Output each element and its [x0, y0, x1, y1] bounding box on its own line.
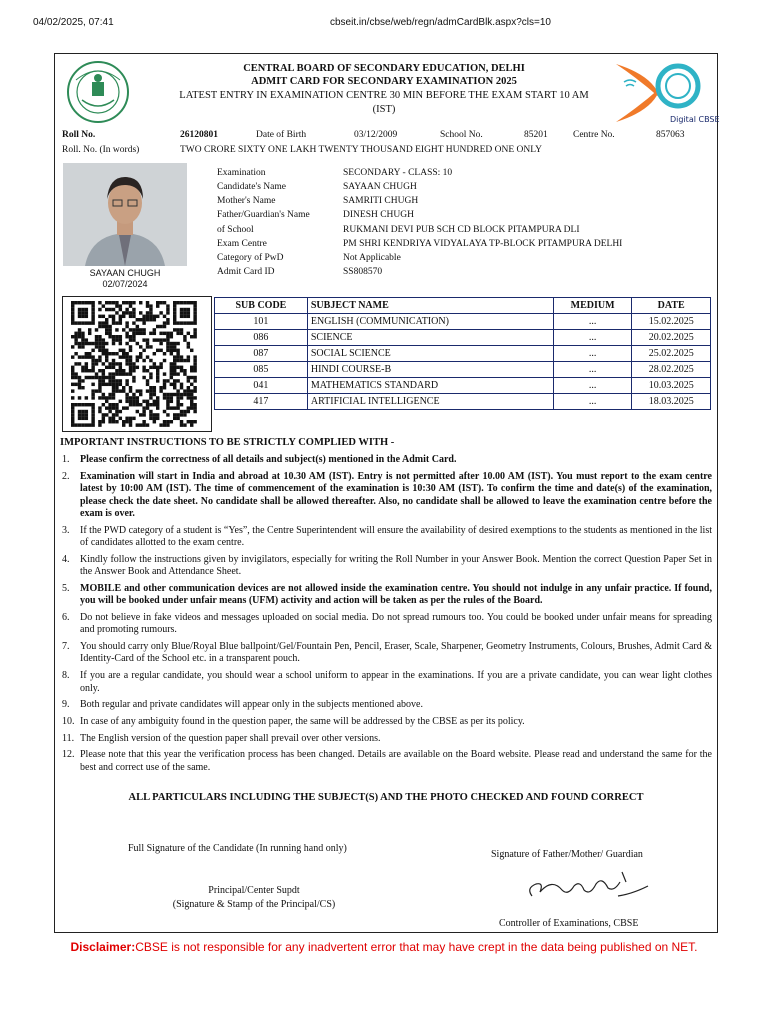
info-label: Father/Guardian's Name: [217, 210, 310, 220]
instruction-text: Both regular and private candidates will appear only in the subjects mentioned above.: [80, 699, 423, 711]
roll-words-label: Roll. No. (In words): [62, 145, 140, 155]
table-row: [215, 362, 711, 378]
sub-code: 041: [215, 378, 308, 394]
board-name: CENTRAL BOARD OF SECONDARY EDUCATION, DELHI: [243, 63, 525, 74]
sub-code: 086: [215, 330, 308, 346]
sub-date: 15.02.2025: [632, 314, 711, 330]
instruction-item: [60, 699, 712, 711]
sub-medium: ...: [553, 362, 632, 378]
instruction-item: [60, 583, 712, 608]
instruction-number: 9.: [62, 699, 70, 711]
table-row: [215, 378, 711, 394]
instruction-number: 11.: [62, 732, 75, 744]
sub-date: 18.03.2025: [632, 394, 711, 410]
col-header: SUBJECT NAME: [307, 298, 553, 314]
school-no-value: 85201: [524, 130, 548, 140]
sub-name: ENGLISH (COMMUNICATION): [307, 314, 553, 330]
instruction-text: Please confirm the correctness of all details and subject(s) mentioned in the Admit Card.: [80, 454, 457, 465]
instruction-text: Do not believe in fake videos and messages uploaded on social media. Do not spread rumours too. You could be booked under unfair means for spreading and promoting rumours.: [80, 611, 712, 636]
instruction-item: [60, 716, 712, 728]
instruction-item: [60, 612, 712, 637]
qr-code: [62, 296, 212, 432]
roll-no-value: 26120801: [180, 130, 218, 140]
instructions-list: [60, 454, 712, 779]
info-value: PM SHRI KENDRIYA VIDYALAYA TP-BLOCK PITAMPURA DELHI: [343, 239, 623, 249]
disclaimer-label: Disclaimer:: [70, 940, 136, 954]
col-header: MEDIUM: [553, 298, 632, 314]
instruction-text: The English version of the question paper shall prevail over other versions.: [80, 732, 381, 744]
info-label: Exam Centre: [217, 239, 267, 249]
sub-name: ARTIFICIAL INTELLIGENCE: [307, 394, 553, 410]
centre-no-value: 857063: [656, 130, 685, 140]
sub-name: SCIENCE: [307, 330, 553, 346]
col-header: DATE: [632, 298, 711, 314]
sub-code: 087: [215, 346, 308, 362]
info-value: SECONDARY - CLASS: 10: [343, 168, 453, 178]
entry-note-line1: LATEST ENTRY IN EXAMINATION CENTRE 30 MIN BEFORE THE EXAM START 10 AM: [179, 90, 589, 101]
info-value: SAYAAN CHUGH: [343, 182, 417, 192]
instruction-item: [60, 454, 712, 466]
sub-date: 10.03.2025: [632, 378, 711, 394]
sub-date: 25.02.2025: [632, 346, 711, 362]
sub-medium: ...: [553, 378, 632, 394]
instruction-item: [60, 749, 712, 774]
roll-no-label: Roll No.: [62, 130, 96, 140]
guardian-signature-label: Signature of Father/Mother/ Guardian: [491, 849, 643, 860]
instruction-number: 2.: [62, 470, 70, 482]
info-value: RUKMANI DEVI PUB SCH CD BLOCK PITAMPURA DLI: [343, 225, 580, 235]
sub-code: 417: [215, 394, 308, 410]
sub-date: 28.02.2025: [632, 362, 711, 378]
principal-signature-sublabel: (Signature & Stamp of the Principal/CS): [172, 899, 336, 910]
info-label: Examination: [217, 168, 266, 178]
info-label: Candidate's Name: [217, 182, 286, 192]
instruction-item: [60, 641, 712, 666]
sub-name: SOCIAL SCIENCE: [307, 346, 553, 362]
sub-name: HINDI COURSE-B: [307, 362, 553, 378]
instruction-number: 5.: [62, 582, 70, 594]
sub-medium: ...: [553, 346, 632, 362]
info-value: DINESH CHUGH: [343, 210, 414, 220]
photo-caption-date: 02/07/2024: [102, 279, 148, 289]
info-label: Mother's Name: [217, 196, 276, 206]
sub-code: 101: [215, 314, 308, 330]
instruction-number: 8.: [62, 670, 70, 682]
instruction-text: Examination will start in India and abroad at 10.30 AM (IST). Entry is not permitted after 10.00 AM (IST). You must report to the exam centre latest by 10:00 AM (IST). The time of commencement of the examination is 10:30 AM (IST). To confirm the time and date(s) of the examination, please check the date sheet. No candidate shall be allowed thereafter. Also, no candidate shall be allowed to leave the examination centre before the exam is over.: [80, 470, 712, 519]
instruction-text: Please note that this year the verification process has been changed. Details are available on the Board website. Please read and understand the same for the best and correct use of the same.: [80, 749, 712, 773]
info-label: of School: [217, 225, 254, 235]
disclaimer-text: CBSE is not responsible for any inadvertent error that may have crept in the data being published on NET.: [135, 940, 698, 954]
sub-medium: ...: [553, 330, 632, 346]
candidate-photo-image: [63, 163, 187, 266]
candidate-signature-label: Full Signature of the Candidate (In running hand only): [128, 843, 347, 854]
table-row: [215, 330, 711, 346]
instruction-item: [60, 733, 712, 745]
browser-datetime: 04/02/2025, 07:41: [33, 17, 114, 28]
sub-medium: ...: [553, 394, 632, 410]
photo-caption-name: SAYAAN CHUGH: [89, 268, 161, 278]
instruction-item: [60, 554, 712, 579]
dob-value: 03/12/2009: [354, 130, 398, 140]
instruction-number: 1.: [62, 454, 70, 465]
instruction-number: 6.: [62, 611, 70, 623]
qr-code-image: [63, 297, 211, 431]
instruction-text: MOBILE and other communication devices are not allowed inside the examination centre. You should not indulge in any unfair practice. If found, you will be booked under unfair means (UFM) activity and action will be taken as per the rules of the Board.: [80, 582, 712, 607]
info-label: Category of PwD: [217, 253, 284, 263]
browser-url[interactable]: cbseit.in/cbse/web/regn/admCardBlk.aspx?cls=10: [330, 17, 551, 28]
info-value: SS808570: [343, 267, 383, 277]
school-no-label: School No.: [440, 130, 483, 140]
info-label: Admit Card ID: [217, 267, 275, 277]
centre-no-label: Centre No.: [573, 130, 615, 140]
instruction-number: 10.: [62, 715, 75, 727]
principal-signature-label: Principal/Center Supdt: [208, 885, 300, 896]
instruction-item: [60, 670, 712, 695]
all-particulars-statement: ALL PARTICULARS INCLUDING THE SUBJECT(S) AND THE PHOTO CHECKED AND FOUND CORRECT: [128, 792, 644, 803]
sub-medium: ...: [553, 314, 632, 330]
controller-handwritten-signature: [522, 866, 652, 910]
table-row: [215, 346, 711, 362]
col-header: SUB CODE: [215, 298, 308, 314]
sub-date: 20.02.2025: [632, 330, 711, 346]
entry-note-line2: (IST): [372, 104, 396, 115]
instruction-text: You should carry only Blue/Royal Blue ballpoint/Gel/Fountain Pen, Pencil, Eraser, Scale, Sharpener, Geometry Instruments, Colours, Brushes, Admit Card & Identity-Card of the School etc. in a transparent pouch.: [80, 641, 712, 665]
sub-code: 085: [215, 362, 308, 378]
instruction-item: [60, 525, 712, 550]
instruction-number: 7.: [62, 641, 70, 653]
roll-words-value: TWO CRORE SIXTY ONE LAKH TWENTY THOUSAND EIGHT HUNDRED ONE ONLY: [180, 145, 542, 155]
instruction-text: In case of any ambiguity found in the question paper, the same will be addressed by the CBSE as per its policy.: [80, 715, 525, 727]
subjects-table: [214, 297, 711, 410]
table-header-row: [215, 298, 711, 314]
instruction-number: 4.: [62, 553, 70, 565]
table-row: [215, 314, 711, 330]
card-title: ADMIT CARD FOR SECONDARY EXAMINATION 2025: [251, 76, 517, 87]
controller-label: Controller of Examinations, CBSE: [499, 918, 639, 929]
dob-label: Date of Birth: [256, 130, 307, 140]
instruction-item: [60, 471, 712, 521]
candidate-photo: [63, 163, 187, 266]
info-value: Not Applicable: [343, 253, 401, 263]
table-row: [215, 394, 711, 410]
digital-cbse-text: Digital CBSE: [670, 115, 720, 124]
instruction-text: Kindly follow the instructions given by invigilators, especially for writing the Roll Number in your Answer Book. Mention the correct Question Paper Set in the Answer Book and Attendance Sheet.: [80, 553, 712, 578]
info-value: SAMRITI CHUGH: [343, 196, 419, 206]
disclaimer: [0, 940, 768, 954]
instruction-number: 12.: [62, 749, 75, 761]
instruction-text: If you are a regular candidate, you should wear a school uniform to appear in the examinations. If you are a private candidate, you can wear light clothes only.: [80, 670, 712, 694]
sub-name: MATHEMATICS STANDARD: [307, 378, 553, 394]
instruction-text: If the PWD category of a student is “Yes”, the Centre Superintendent will ensure the availability of desired exemptions to the students as mentioned in the list of candidates allotted to the exam centre.: [80, 524, 712, 549]
instructions-title: IMPORTANT INSTRUCTIONS TO BE STRICTLY COMPLIED WITH -: [60, 437, 395, 448]
instruction-number: 3.: [62, 524, 70, 536]
